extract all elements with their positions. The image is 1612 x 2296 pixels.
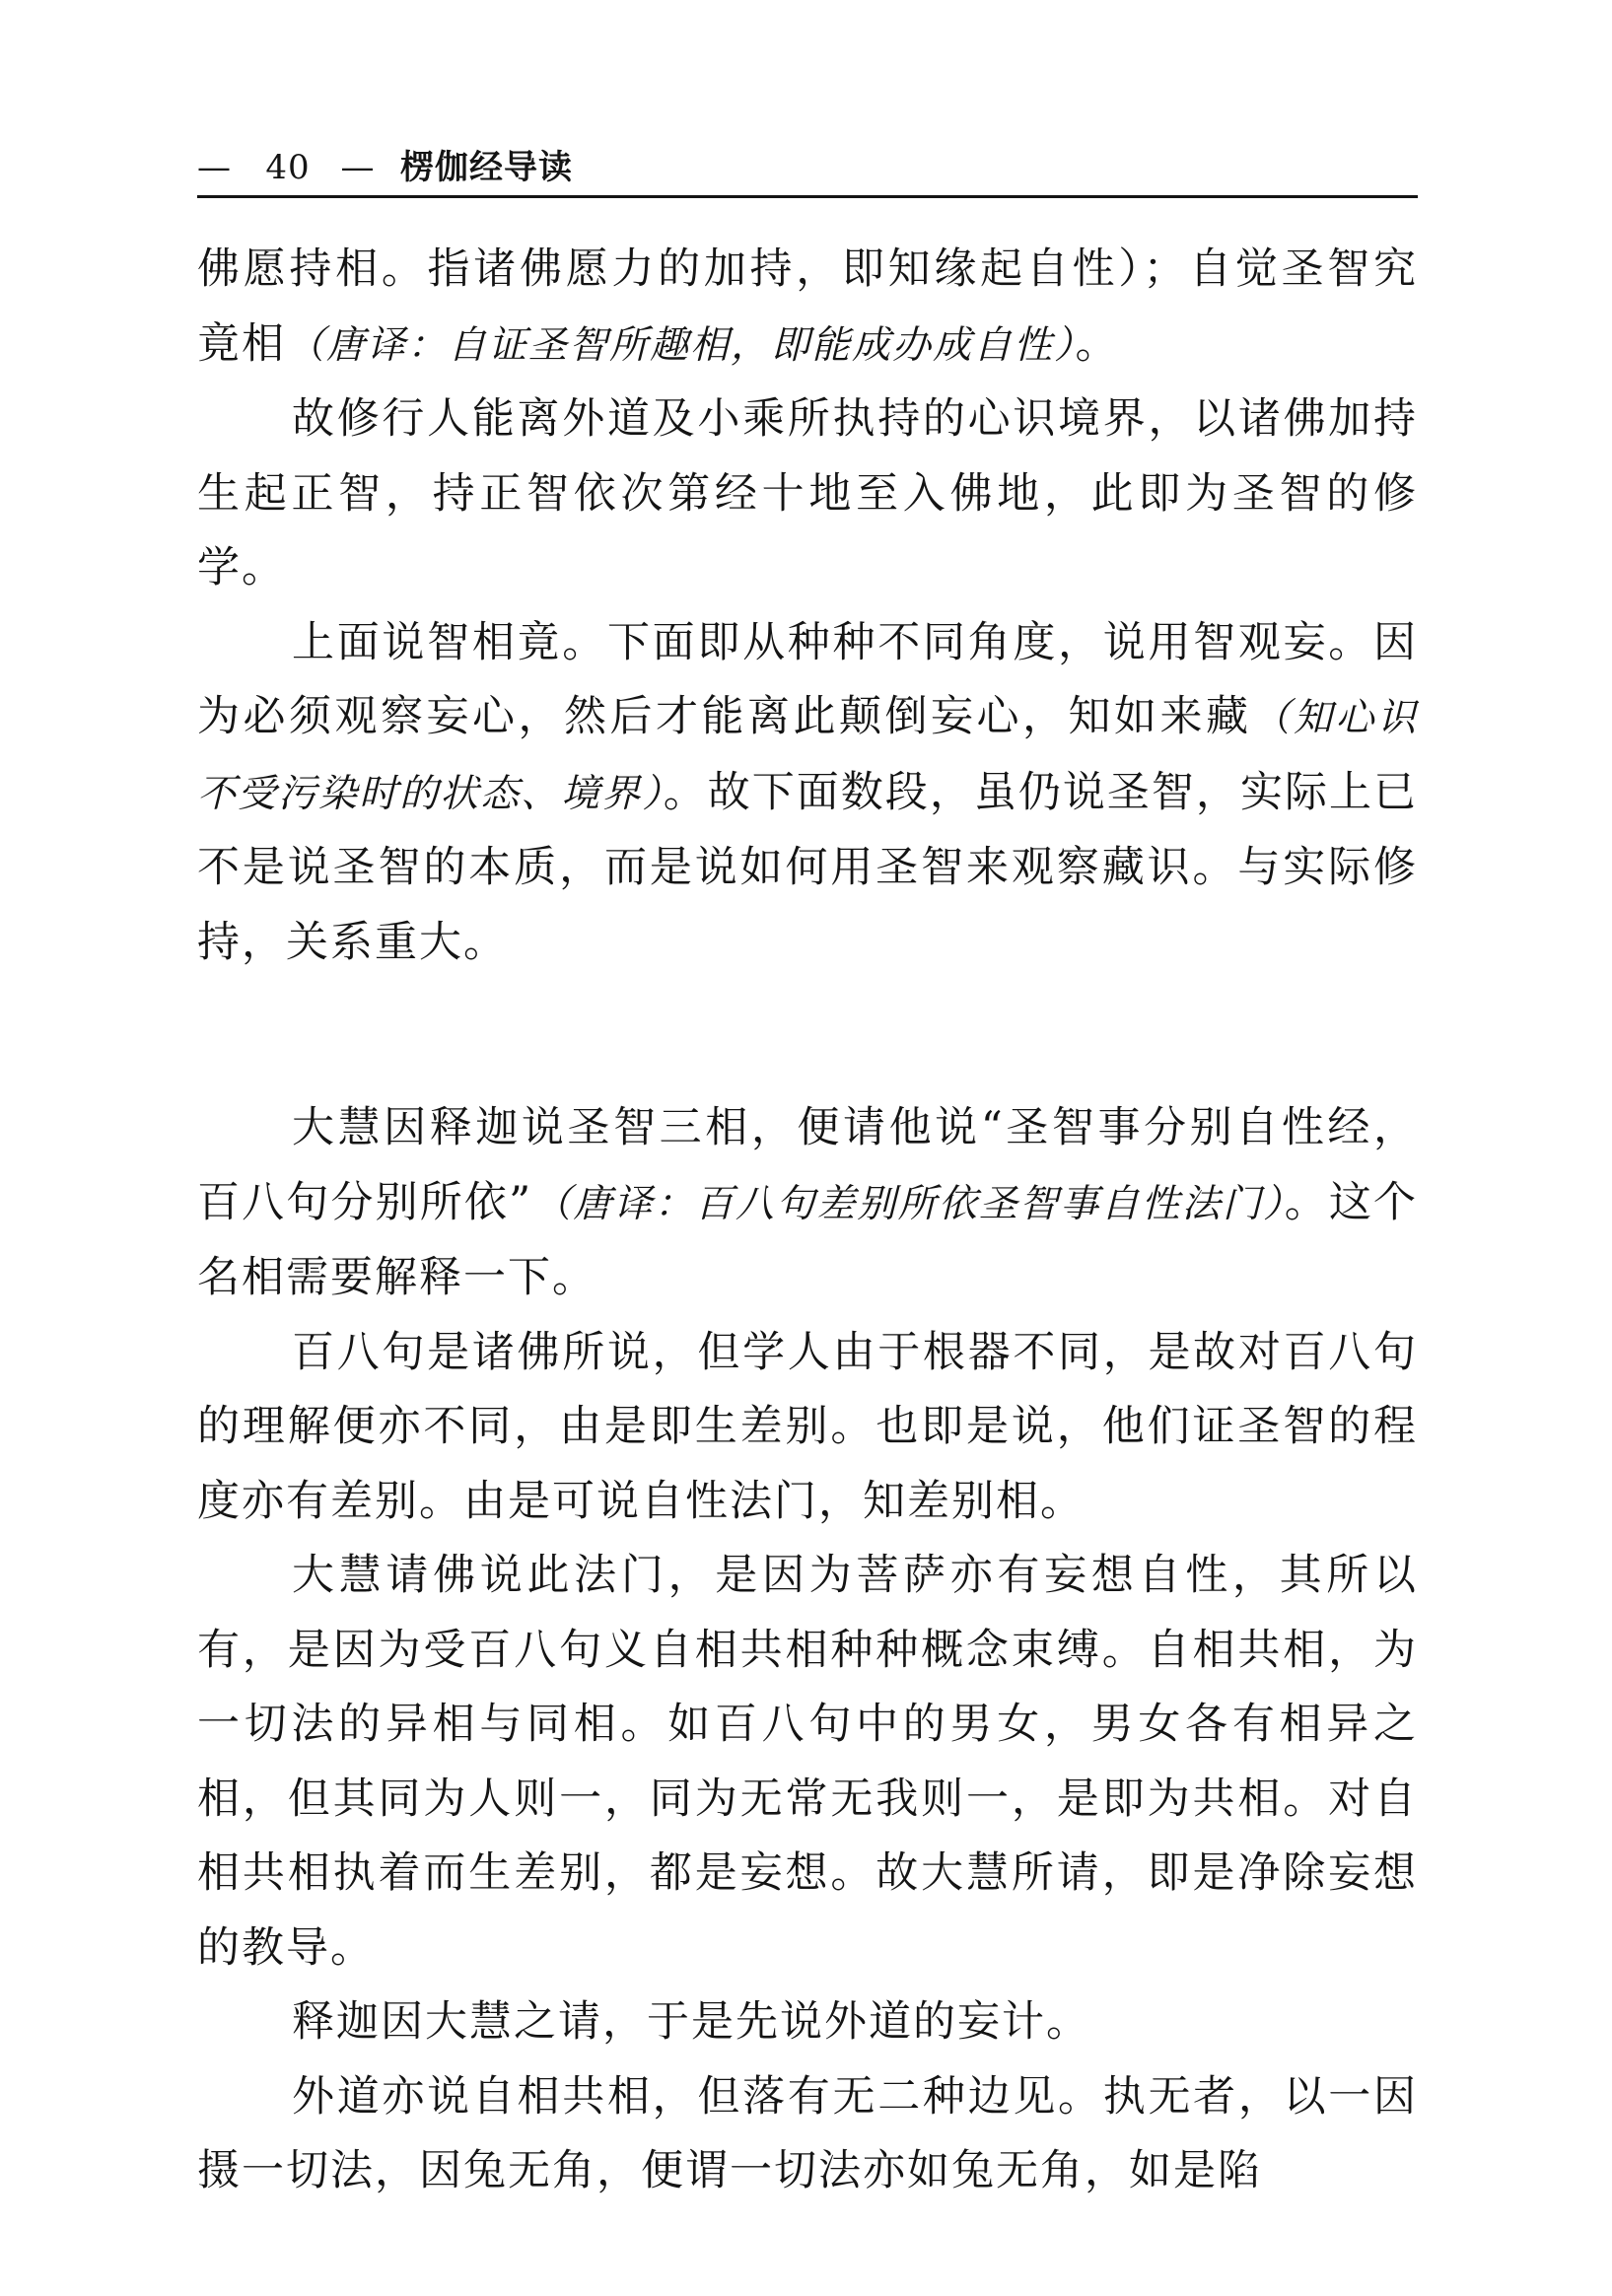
header-dash-right: —: [340, 148, 376, 187]
paragraph-text: 大慧请佛说此法门，是因为菩萨亦有妄想自性，其所以有，是因为受百八句义自相共相种种概念束缚。自相共相，为一切法的异相与同相。如百八句中的男女，男女各有相异之相，但其同为人则一，同为无常无我则一，是即为共相。对自相共相执着而生差别，都是妄想。故大慧所请，即是净除妄想的教导。: [197, 1551, 1418, 1973]
paragraph-text: 上面说智相竟。下面即从种种不同角度，说用智观妄。因为必须观察妄心，然后才能离此颠倒妄心，知如来藏: [197, 617, 1418, 741]
paragraph-text-end: 。故下面数段，虽仍说圣智，实际上已不是说圣智的本质，而是说如何用圣智来观察藏识。与实际修持，关系重大。: [197, 767, 1418, 967]
running-header: [197, 140, 573, 195]
paragraph-2: [197, 383, 1418, 606]
paragraph-text: 佛愿持相。指诸佛愿力的加持，即知缘起自性）；自觉圣智究竟相: [197, 244, 1418, 369]
paragraph-text: 故修行人能离外道及小乘所执持的心识境界，以诸佛加持生起正智，持正智依次第经十地至入佛地，此即为圣智的修学。: [197, 394, 1418, 592]
paragraph-3: [197, 606, 1418, 981]
paragraph-6: [197, 1539, 1418, 1985]
translation-note: （唐译：自证圣智所趣相，即能成办成自性）: [286, 322, 1076, 368]
paragraph-4: [197, 1091, 1418, 1316]
paragraph-text: 百八句是诸佛所说，但学人由于根器不同，是故对百八句的理解便亦不同，由是即生差别。也即是说，他们证圣智的程度亦有差别。由是可说自性法门，知差别相。: [197, 1327, 1418, 1526]
page-number: 40: [265, 148, 311, 187]
explanatory-note: （知心识不受污染时的状态、境界）: [197, 696, 1418, 816]
paragraph-1: [197, 233, 1418, 383]
body-text: [197, 233, 1418, 2209]
paragraph-text: 释迦因大慧之请，于是先说外道的妄计。: [292, 1997, 1090, 2047]
paragraph-text-end: 。: [1075, 318, 1120, 369]
paragraph-7: [197, 1985, 1418, 2060]
paragraph-5: [197, 1316, 1418, 1540]
header-rule: [197, 195, 1418, 198]
paragraph-text: 大慧因释迦说圣智三相，便请他说“圣智事分别自性经，百八句分别所依”: [197, 1103, 1418, 1227]
translation-note: （唐译：百八句差别所依圣智事自性法门）: [532, 1181, 1285, 1226]
paragraph-text: 外道亦说自相共相，但落有无二种边见。执无者，以一因摄一切法，因兔无角，便谓一切法亦如兔无角，如是陷: [197, 2071, 1418, 2195]
paragraph-8: [197, 2060, 1418, 2209]
book-title: 楞伽经导读: [400, 148, 573, 187]
header-dash-left: —: [197, 148, 232, 187]
paragraph-text-end: 。这个名相需要解释一下。: [197, 1177, 1418, 1302]
